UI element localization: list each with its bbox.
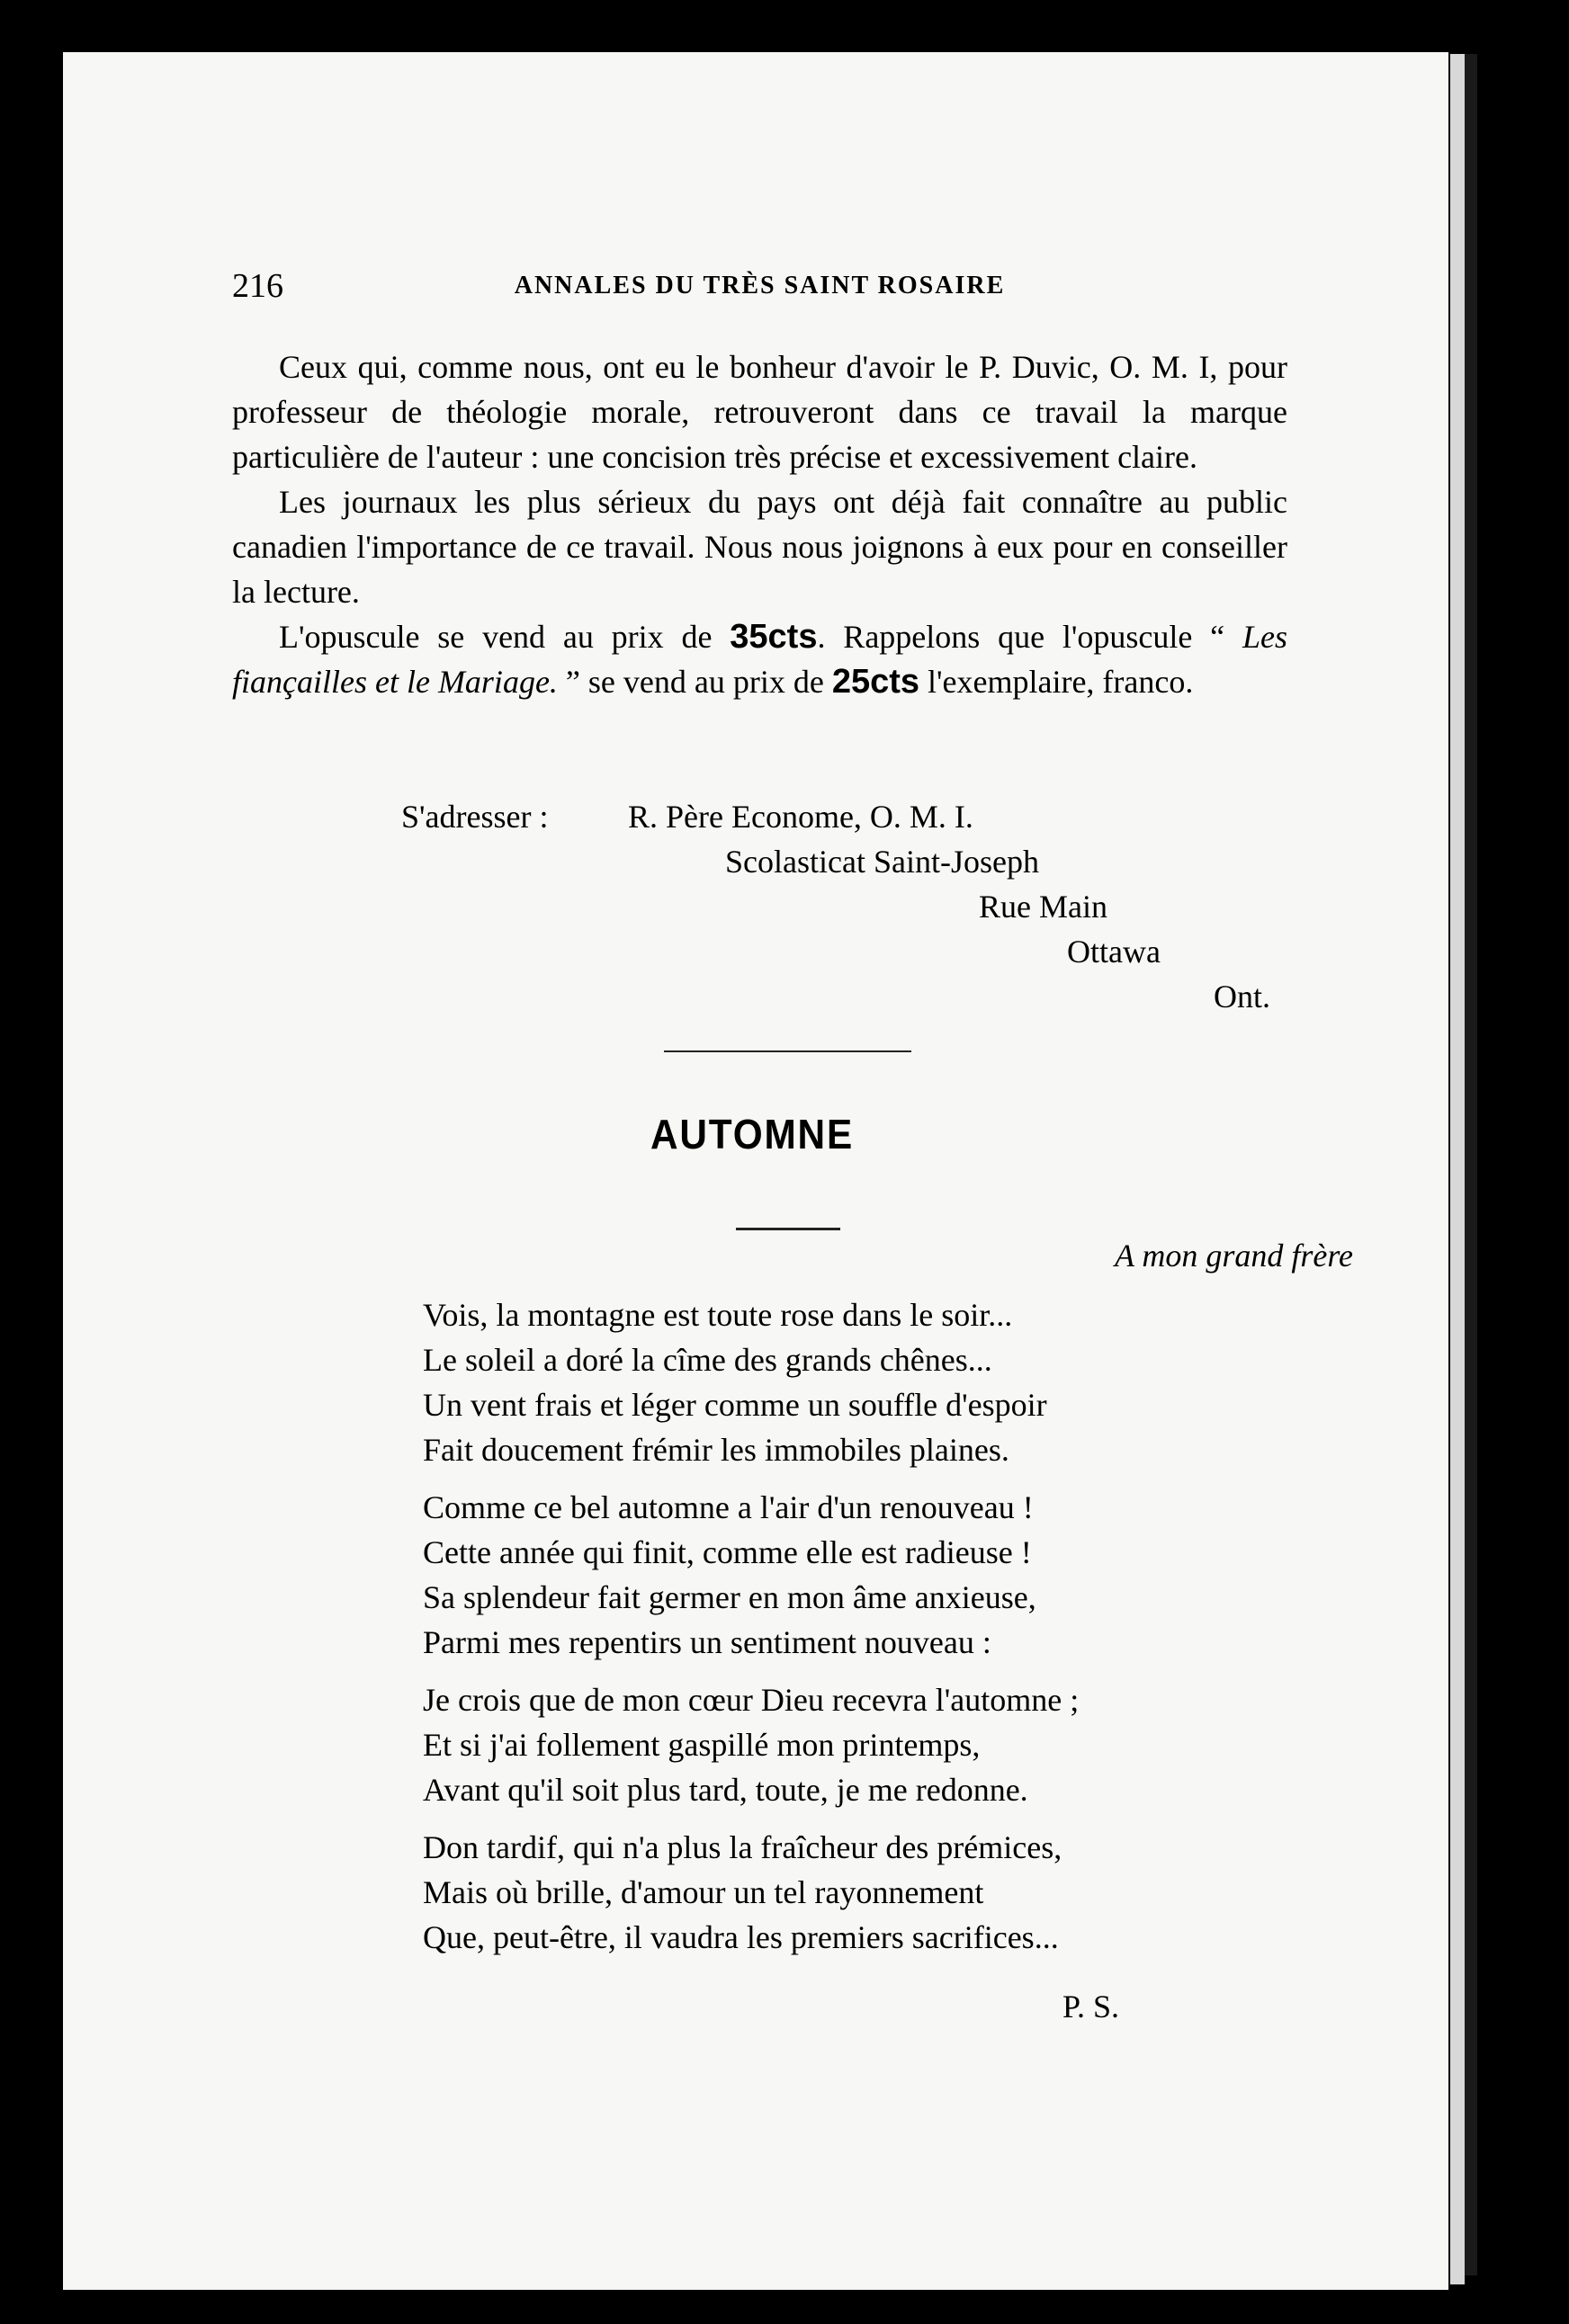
address-line-2: Scolasticat Saint-Joseph	[725, 844, 1039, 880]
poem-dedication: A mon grand frère	[1115, 1238, 1353, 1274]
price-text-3: ” se vend au prix de	[557, 664, 832, 700]
verse: Vois, la montagne est toute rose dans le soir...	[423, 1297, 1013, 1333]
price-paragraph	[232, 614, 1287, 704]
running-head	[232, 266, 1287, 311]
verse: Comme ce bel automne a l'air d'un renouveau !	[423, 1489, 1034, 1525]
verse: Cette année qui finit, comme elle est radieuse !	[423, 1534, 1032, 1570]
verse: Avant qu'il soit plus tard, toute, je me redonne.	[423, 1772, 1028, 1808]
book-title: Les fiançailles et le Mariage.	[232, 619, 1287, 700]
title-ornament-rule	[736, 1228, 840, 1230]
price-text-4: l'exemplaire, franco.	[919, 664, 1194, 700]
section-divider	[664, 1050, 911, 1052]
address-line-3: Rue Main	[979, 889, 1107, 925]
paragraph-1: Ceux qui, comme nous, ont eu le bonheur d'avoir le P. Duvic, O. M. I, pour professeur de théologie morale, retrouveront dans ce travail la marque particulière de l'auteur : une concision très précise et excessivement claire.	[232, 349, 1287, 475]
page-number: 216	[232, 267, 283, 305]
verse: Mais où brille, d'amour un tel rayonnement	[423, 1874, 984, 1910]
verse: Le soleil a doré la cîme des grands chênes...	[423, 1342, 992, 1378]
address-line-5: Ont.	[1214, 979, 1270, 1015]
verse: Sa splendeur fait germer en mon âme anxieuse,	[423, 1579, 1036, 1615]
stanza-3	[423, 1677, 1079, 1812]
book-spine-edge	[1465, 54, 1477, 2275]
verse: Je crois que de mon cœur Dieu recevra l'automne ;	[423, 1682, 1080, 1718]
verse: Fait doucement frémir les immobiles plaines.	[423, 1432, 1009, 1468]
verse: Un vent frais et léger comme un souffle d'espoir	[423, 1387, 1047, 1423]
verse: Que, peut-être, il vaudra les premiers sacrifices...	[423, 1919, 1059, 1955]
verse: Et si j'ai follement gaspillé mon printemps,	[423, 1727, 981, 1763]
price-text-2: . Rappelons que l'opuscule “	[817, 619, 1242, 655]
verse: Parmi mes repentirs un sentiment nouveau :	[423, 1624, 991, 1660]
stanza-1	[423, 1292, 1079, 1472]
poem-signature: P. S.	[1062, 1989, 1120, 2025]
poem-title: AUTOMNE	[650, 1111, 855, 1158]
page-edge-shadow	[1450, 54, 1465, 2284]
article-body	[232, 344, 1287, 704]
stanza-4	[423, 1825, 1079, 1960]
address-line-4: Ottawa	[1067, 934, 1161, 970]
running-title: ANNALES DU TRÈS SAINT ROSAIRE	[514, 272, 1006, 299]
address-line-1: R. Père Econome, O. M. I.	[628, 799, 973, 835]
price-35cts: 35cts	[730, 618, 818, 656]
address-lead: S'adresser :	[401, 799, 549, 835]
poem-body	[423, 1292, 1079, 1972]
price-text-1: L'opuscule se vend au prix de	[279, 619, 731, 655]
paragraph-2: Les journaux les plus sérieux du pays ont déjà fait connaître au public canadien l'importance de ce travail. Nous nous joignons à eux pour en conseiller la lecture.	[232, 484, 1287, 610]
stanza-2	[423, 1485, 1079, 1665]
verse: Don tardif, qui n'a plus la fraîcheur des prémices,	[423, 1829, 1062, 1865]
price-25cts: 25cts	[831, 663, 920, 701]
